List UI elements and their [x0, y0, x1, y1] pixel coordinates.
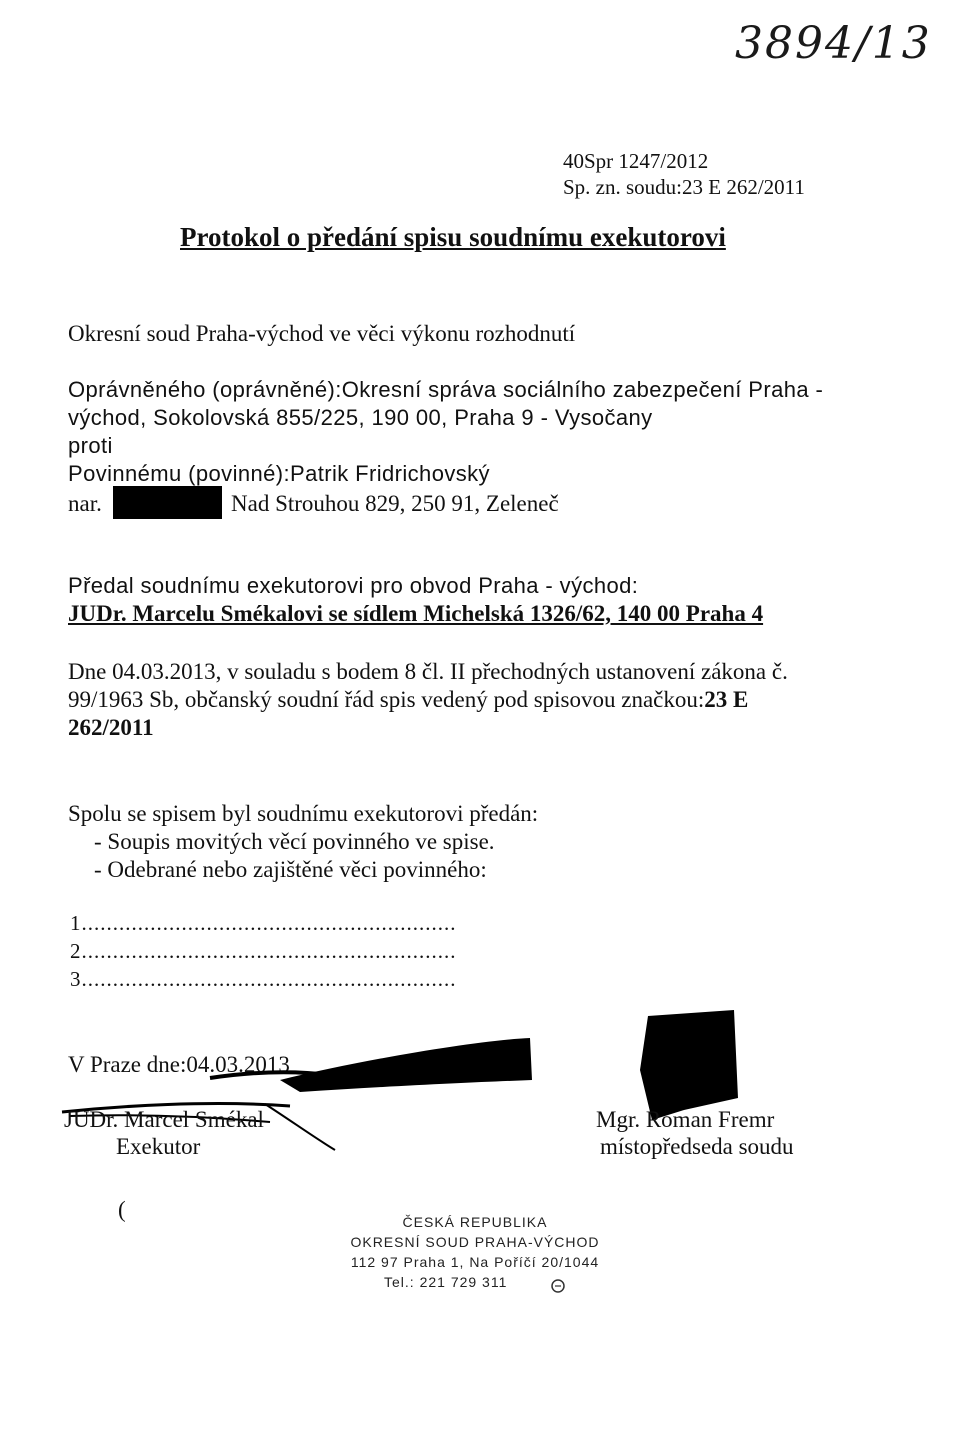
obliged-party-line: Povinnému (povinné):Patrik Fridrichovský	[68, 461, 490, 486]
stamp-line-2: OKRESNÍ SOUD PRAHA-VÝCHOD	[350, 1234, 600, 1250]
stamp-line-3: 112 97 Praha 1, Na Poříčí 20/1044	[350, 1254, 600, 1270]
court-file-number: Sp. zn. soudu:23 E 262/2011	[563, 175, 805, 199]
obliged-address: Nad Strouhou 829, 250 91, Zeleneč	[231, 491, 559, 516]
court-stamp	[330, 1212, 620, 1292]
registry-number: 40Spr 1247/2012	[563, 149, 709, 173]
intro-line: Okresní soud Praha-východ ve věci výkonu rozhodnutí	[68, 321, 576, 346]
vice-president-name: Mgr. Roman Fremr	[596, 1107, 775, 1132]
file-mark-part1: 23 E	[704, 687, 749, 712]
stamp-emblem-icon	[550, 1278, 566, 1294]
numbered-line-2: 2............................................................	[70, 939, 457, 963]
numbered-line-3: 3............................................................	[70, 967, 457, 991]
numbered-line-1: 1............................................................	[70, 911, 457, 935]
executor-address-line: JUDr. Marcelu Smékalovi se sídlem Michelská 1326/62, 140 00 Praha 4	[68, 601, 764, 626]
date-paragraph-line1: Dne 04.03.2013, v souladu s bodem 8 čl. II přechodných ustanovení zákona č.	[68, 659, 788, 684]
place-date: V Praze dne:04.03.2013	[68, 1052, 290, 1077]
handover-line: Předal soudnímu exekutorovi pro obvod Praha - východ:	[68, 573, 639, 598]
birth-label: nar.	[68, 491, 102, 516]
entitled-party-line1: Oprávněného (oprávněné):Okresní správa sociálního zabezpečení Praha -	[68, 377, 824, 402]
document-title: Protokol o předání spisu soudnímu exekutorovi	[180, 222, 726, 252]
file-mark-part2: 262/2011	[68, 715, 154, 740]
together-heading: Spolu se spisem byl soudnímu exekutorovi předán:	[68, 801, 539, 826]
together-item-2: - Odebrané nebo zajištěné věci povinného:	[94, 857, 487, 882]
entitled-party-line2: východ, Sokolovská 855/225, 190 00, Praha 9 - Vysočany	[68, 405, 653, 430]
executor-name: JUDr. Marcel Smékal	[64, 1107, 264, 1132]
together-item-1: - Soupis movitých věcí povinného ve spise.	[94, 829, 495, 854]
vice-president-role: místopředseda soudu	[600, 1134, 794, 1159]
stamp-line-4: Tel.: 221 729 311	[384, 1274, 508, 1290]
handwritten-file-number: 3894/13	[735, 18, 932, 69]
against-label: proti	[68, 433, 113, 458]
executor-role: Exekutor	[116, 1134, 201, 1159]
redacted-birthdate	[113, 486, 222, 519]
bracket-mark: (	[118, 1197, 126, 1222]
date-paragraph-line2	[68, 686, 748, 714]
stamp-line-1: ČESKÁ REPUBLIKA	[402, 1214, 548, 1230]
date-paragraph-line2-text: 99/1963 Sb, občanský soudní řád spis vedený pod spisovou značkou:	[68, 687, 705, 712]
